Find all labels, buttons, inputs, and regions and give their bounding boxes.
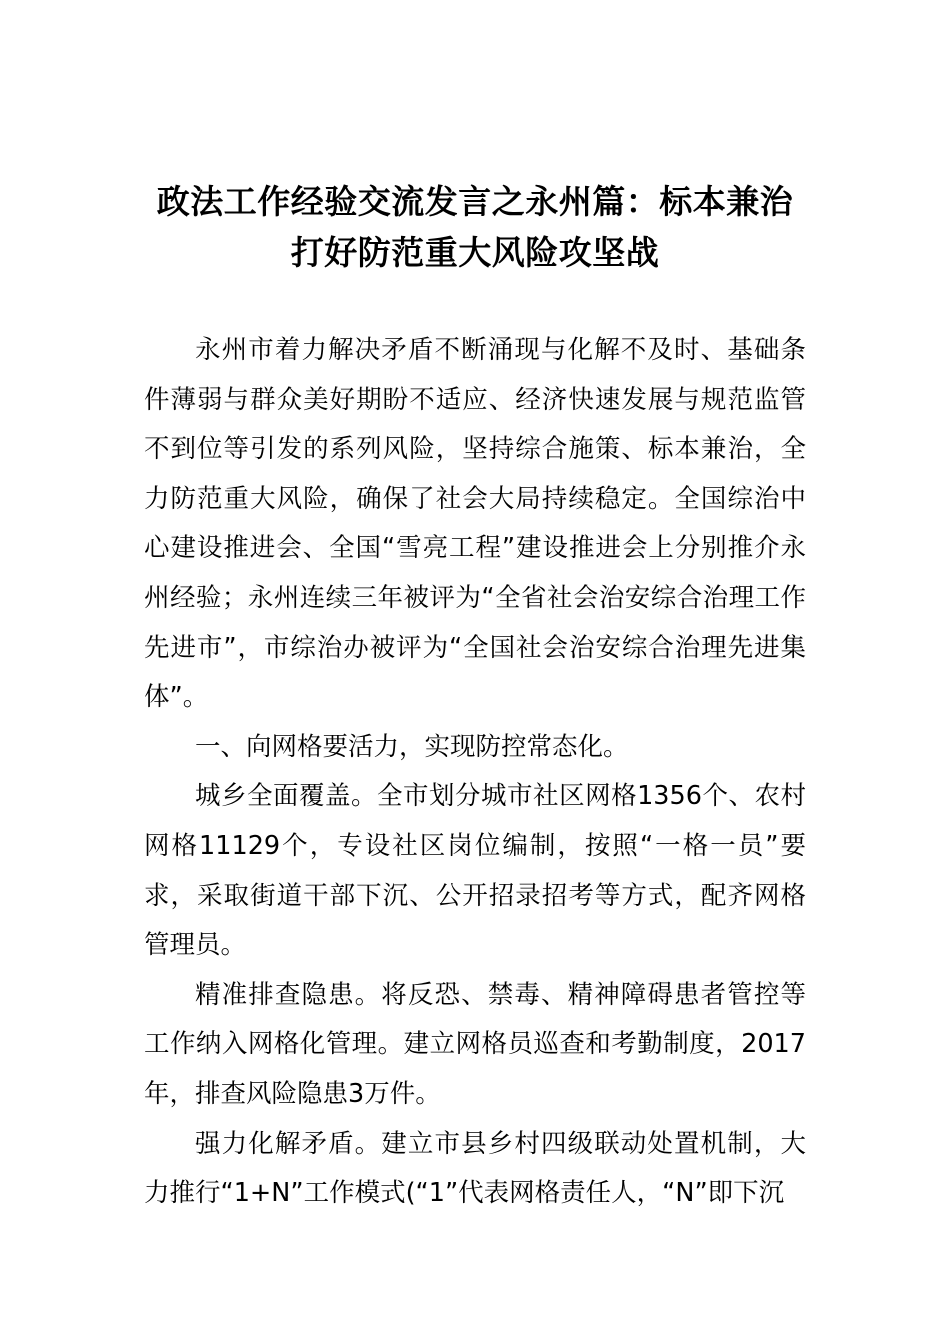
paragraph-conflict-resolution: 强力化解矛盾。建立市县乡村四级联动处置机制，大力推行“1+N”工作模式(“1”代表网格责任人，“N”即下沉: [144, 1128, 806, 1209]
document-body: [144, 326, 806, 1219]
document-title: 政法工作经验交流发言之永州篇：标本兼治 打好防范重大风险攻坚战: [156, 182, 794, 272]
intro-paragraph: 永州市着力解决矛盾不断涌现与化解不及时、基础条件薄弱与群众美好期盼不适应、经济快速发展与规范监管不到位等引发的系列风险，坚持综合施策、标本兼治，全力防范重大风险，确保了社会大局持续稳定。全国综治中心建设推进会、全国“雪亮工程”建设推进会上分别推介永州经验；永州连续三年被评为“全省社会治安综合治理工作先进市”，市综治办被评为“全国社会治安综合治理先进集体”。: [144, 335, 806, 713]
section-heading: 一、向网格要活力，实现防控常态化。: [195, 731, 629, 762]
paragraph-risk-screening: 精准排查隐患。将反恐、禁毒、精神障碍患者管控等工作纳入网格化管理。建立网格员巡查和考勤制度，2017年，排查风险隐患3万件。: [144, 979, 806, 1109]
paragraph-grid-coverage: 城乡全面覆盖。全市划分城市社区网格1356个、农村网格11129个，专设社区岗位编制，按照“一格一员”要求，采取街道干部下沉、公开招录招考等方式，配齐网格管理员。: [144, 781, 806, 961]
